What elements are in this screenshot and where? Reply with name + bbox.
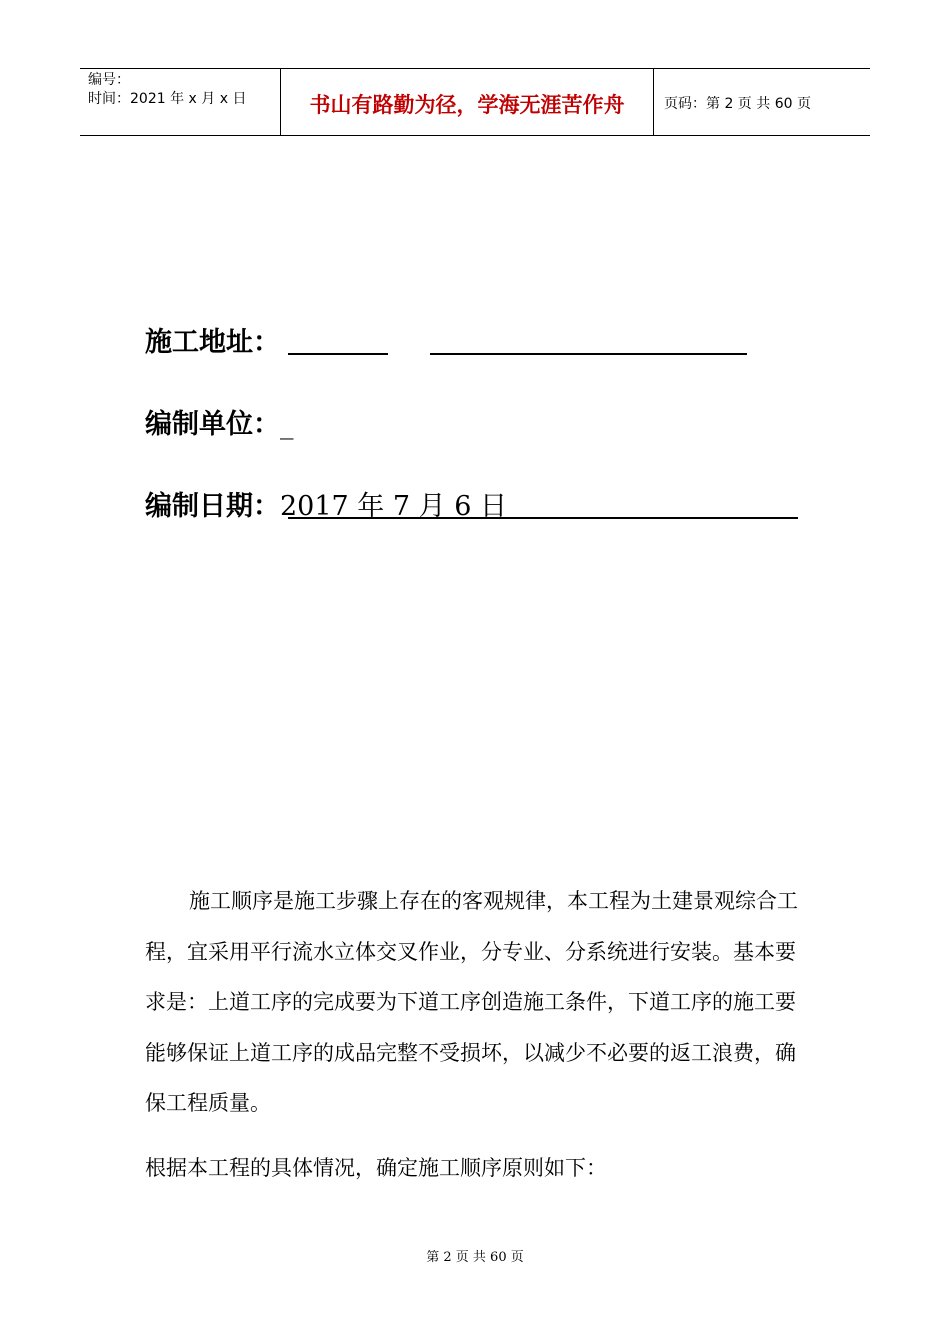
address-field [145,325,280,361]
unit-value: _ [280,409,294,440]
header-motto-cell [281,69,654,135]
header-page-label: 页码：第 2 页 共 60 页 [664,96,811,112]
number-label: 编号： [88,72,130,88]
unit-label: 编制单位： [145,409,280,440]
address-underline-2 [430,353,747,355]
document-header [80,68,870,136]
body-text [145,876,800,1129]
date-value: 2017 年 7 月 6 日 [280,491,507,522]
date-underline [288,517,798,519]
date-field [145,489,507,525]
header-meta-cell [80,69,281,135]
address-label: 施工地址： [145,327,280,358]
unit-field [145,407,294,443]
footer-page-number: 第 2 页 共 60 页 [426,1250,524,1265]
motto-text: 书山有路勤为径，学海无涯苦作舟 [309,92,625,117]
time-label: 时间：2021 年 x 月 x 日 [88,91,247,107]
address-underline-1 [288,353,388,355]
date-label: 编制日期： [145,491,280,522]
body-paragraph-2: 根据本工程的具体情况，确定施工顺序原则如下： [145,1156,607,1180]
header-page-cell [654,69,870,135]
page-footer [0,1246,950,1265]
body-text-2 [145,1143,800,1194]
body-paragraph-1: 施工顺序是施工步骤上存在的客观规律，本工程为土建景观综合工程，宜采用平行流水立体交叉作业，分专业、分系统进行安装。基本要求是：上道工序的完成要为下道工序创造施工条件，下道工序的施工要能够保证上道工序的成品完整不受损坏，以减少不必要的返工浪费，确保工程质量。 [145,889,798,1115]
